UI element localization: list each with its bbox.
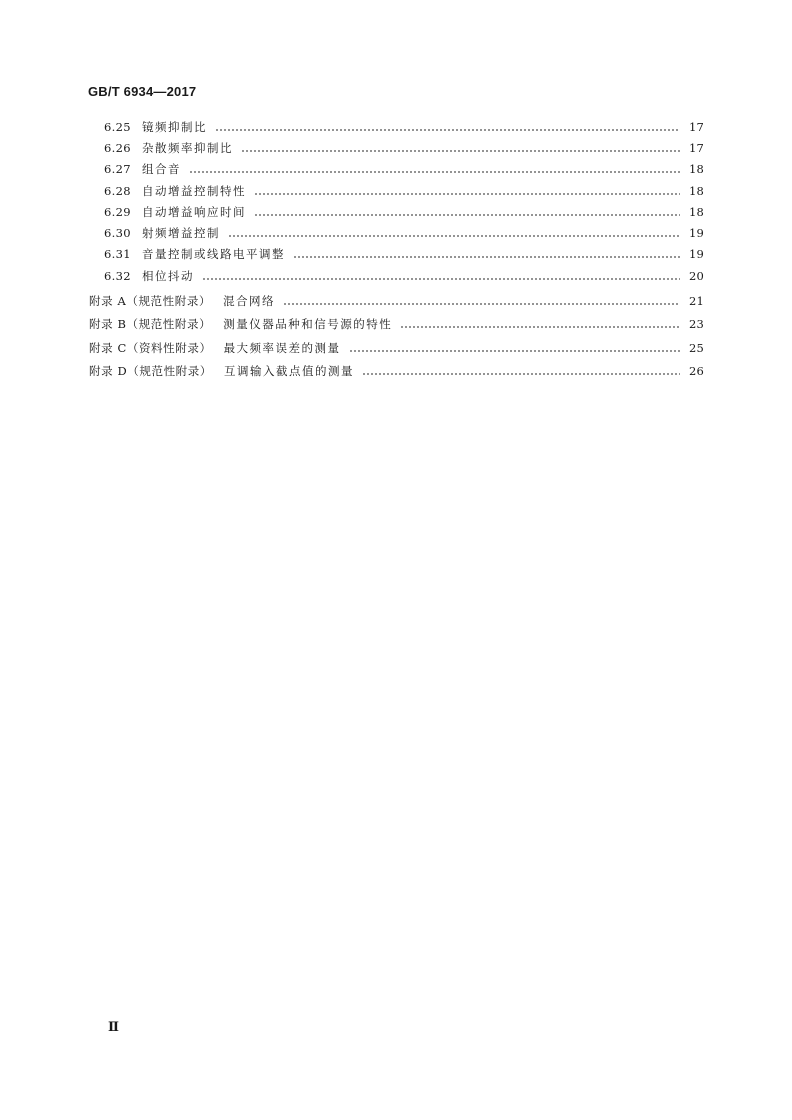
toc-annex-page: 25 [688,340,704,355]
toc-annex-label: 附录 C（资料性附录） [89,340,212,355]
toc-dot-leader [283,296,680,308]
toc-entry-6-25[interactable] [0,116,792,137]
toc-entry-6-26[interactable] [0,137,792,158]
toc-entry-6-31[interactable] [0,244,792,265]
toc-dot-leader [400,319,680,331]
toc-annex-page: 23 [688,317,704,332]
toc-entry-number: 6.32 [104,268,131,283]
toc-dot-leader [254,207,680,219]
toc-annex-group [0,289,792,383]
toc-dot-leader [349,343,680,355]
toc-entry-6-27[interactable] [0,159,792,180]
toc-annex-b[interactable] [0,313,792,336]
toc-annex-title: 测量仪器品种和信号源的特性 [223,317,393,332]
toc-entry-page: 19 [688,226,704,241]
toc-entry-page: 18 [688,183,704,198]
toc-annex-a[interactable] [0,289,792,312]
toc-entry-number: 6.29 [104,204,131,219]
toc-annex-label: 附录 A（规范性附录） [89,294,212,309]
toc-entry-number: 6.25 [104,119,131,134]
toc-annex-d[interactable] [0,360,792,383]
toc-dot-leader [202,271,680,283]
toc-annex-label: 附录 B（规范性附录） [89,317,212,332]
toc-dot-leader [254,186,680,198]
toc-entry-title: 自动增益响应时间 [142,204,246,219]
toc-annex-title: 混合网络 [223,294,276,309]
toc-dot-leader [241,143,680,155]
toc-entry-title: 音量控制或线路电平调整 [142,247,285,262]
toc-dot-leader [362,366,680,378]
toc-entry-title: 镜频抑制比 [142,119,207,134]
toc-entry-number: 6.26 [104,140,131,155]
toc-entry-title: 组合音 [142,162,181,177]
toc-entry-number: 6.30 [104,226,131,241]
toc-entry-number: 6.28 [104,183,131,198]
toc-entry-page: 17 [688,119,704,134]
toc-annex-c[interactable] [0,336,792,359]
toc-entry-page: 18 [688,162,704,177]
toc-dot-leader [189,164,680,176]
toc-entry-page: 19 [688,247,704,262]
toc-dot-leader [215,122,680,134]
toc-annex-label: 附录 D（规范性附录） [89,364,212,379]
toc-entry-page: 20 [688,268,704,283]
toc-annex-page: 26 [688,364,704,379]
toc-annex-page: 21 [688,294,704,309]
toc-entry-page: 18 [688,204,704,219]
table-of-contents [0,116,792,383]
toc-entry-page: 17 [688,140,704,155]
toc-dot-leader [228,228,680,240]
toc-entry-title: 射频增益控制 [142,226,220,241]
toc-entry-6-29[interactable] [0,201,792,222]
toc-annex-title: 互调输入截点值的测量 [223,364,354,379]
toc-dot-leader [293,249,680,261]
toc-entry-title: 自动增益控制特性 [142,183,246,198]
toc-entry-6-32[interactable] [0,265,792,286]
toc-entry-title: 相位抖动 [142,268,194,283]
page-number-roman: Ⅱ [108,1020,119,1035]
toc-entry-6-30[interactable] [0,222,792,243]
standard-number-header: GB/T 6934—2017 [88,84,197,99]
toc-annex-title: 最大频率误差的测量 [223,340,341,355]
toc-entry-number: 6.27 [104,162,131,177]
toc-entry-title: 杂散频率抑制比 [142,140,233,155]
toc-entry-number: 6.31 [104,247,131,262]
toc-entry-6-28[interactable] [0,180,792,201]
